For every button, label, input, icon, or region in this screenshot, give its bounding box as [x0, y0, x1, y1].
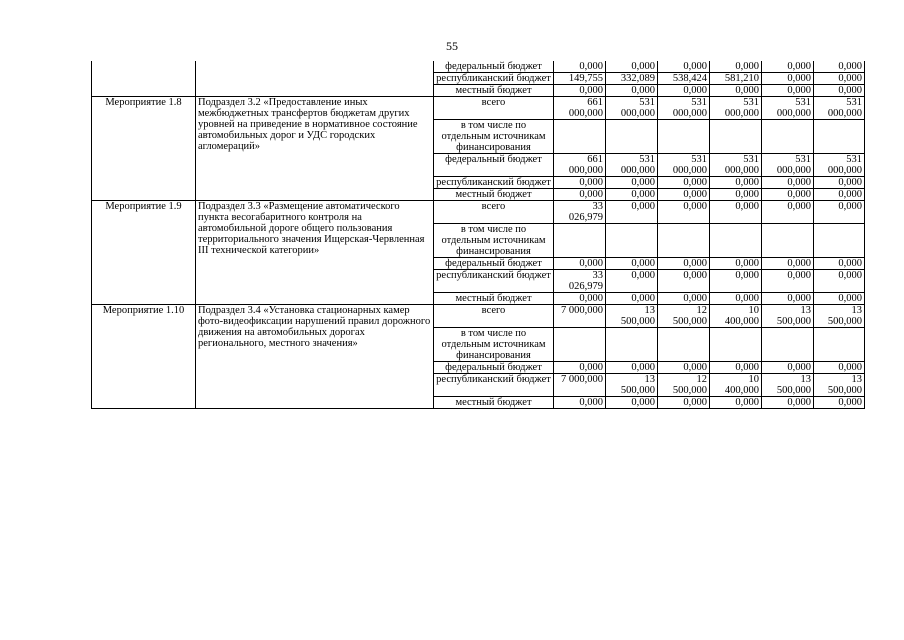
funding-source-cell: в том числе по отдельным источникам финансирования	[434, 328, 554, 362]
value-cell: 13 500,000	[606, 305, 658, 328]
funding-source-cell: федеральный бюджет	[434, 61, 554, 73]
value-cell: 531 000,000	[814, 97, 865, 120]
table-row	[92, 305, 865, 328]
funding-source-cell: всего	[434, 305, 554, 328]
value-cell	[606, 224, 658, 258]
funding-source-cell: в том числе по отдельным источникам финансирования	[434, 224, 554, 258]
value-cell: 0,000	[814, 397, 865, 409]
value-cell: 0,000	[814, 201, 865, 224]
value-cell: 581,210	[710, 73, 762, 85]
value-cell: 33 026,979	[554, 201, 606, 224]
funding-source-cell: местный бюджет	[434, 85, 554, 97]
value-cell: 0,000	[554, 189, 606, 201]
value-cell: 0,000	[814, 270, 865, 293]
value-cell: 531 000,000	[606, 97, 658, 120]
value-cell: 0,000	[814, 189, 865, 201]
value-cell: 7 000,000	[554, 374, 606, 397]
value-cell: 0,000	[658, 397, 710, 409]
event-description-cell: Подраздел 3.4 «Установка стационарных камер фото-видеофиксации нарушений правил дорожного движения на автомобильных дорогах регионального, местного значения»	[196, 305, 434, 409]
value-cell	[606, 120, 658, 154]
value-cell: 531 000,000	[762, 154, 814, 177]
value-cell: 0,000	[606, 258, 658, 270]
value-cell: 531 000,000	[762, 97, 814, 120]
value-cell: 531 000,000	[710, 97, 762, 120]
value-cell: 0,000	[814, 73, 865, 85]
value-cell: 0,000	[762, 397, 814, 409]
value-cell	[762, 328, 814, 362]
value-cell: 0,000	[554, 397, 606, 409]
table-row	[92, 61, 865, 73]
value-cell: 13 500,000	[762, 374, 814, 397]
value-cell: 0,000	[762, 270, 814, 293]
value-cell	[554, 120, 606, 154]
value-cell: 332,089	[606, 73, 658, 85]
value-cell: 0,000	[606, 270, 658, 293]
funding-source-cell: федеральный бюджет	[434, 362, 554, 374]
value-cell: 0,000	[554, 85, 606, 97]
value-cell: 0,000	[606, 85, 658, 97]
value-cell: 0,000	[762, 201, 814, 224]
value-cell: 0,000	[606, 189, 658, 201]
page-number: 55	[446, 39, 458, 53]
value-cell: 0,000	[606, 397, 658, 409]
value-cell	[710, 224, 762, 258]
value-cell: 0,000	[658, 177, 710, 189]
funding-source-cell: республиканский бюджет	[434, 73, 554, 85]
table-row	[92, 97, 865, 120]
value-cell: 0,000	[710, 189, 762, 201]
value-cell: 0,000	[658, 270, 710, 293]
value-cell: 531 000,000	[814, 154, 865, 177]
value-cell: 0,000	[658, 201, 710, 224]
funding-source-cell: федеральный бюджет	[434, 154, 554, 177]
value-cell: 0,000	[658, 293, 710, 305]
value-cell: 0,000	[814, 293, 865, 305]
value-cell: 0,000	[554, 177, 606, 189]
value-cell: 0,000	[762, 177, 814, 189]
value-cell	[814, 328, 865, 362]
value-cell: 0,000	[710, 397, 762, 409]
value-cell: 0,000	[762, 189, 814, 201]
budget-body	[92, 61, 865, 409]
value-cell: 531 000,000	[606, 154, 658, 177]
value-cell	[710, 328, 762, 362]
funding-source-cell: всего	[434, 201, 554, 224]
value-cell: 0,000	[814, 177, 865, 189]
value-cell: 0,000	[762, 293, 814, 305]
value-cell: 0,000	[710, 177, 762, 189]
value-cell: 0,000	[658, 61, 710, 73]
value-cell: 0,000	[658, 85, 710, 97]
value-cell: 0,000	[658, 258, 710, 270]
value-cell: 0,000	[710, 270, 762, 293]
value-cell: 0,000	[606, 293, 658, 305]
funding-source-cell: республиканский бюджет	[434, 270, 554, 293]
funding-source-cell: федеральный бюджет	[434, 258, 554, 270]
value-cell: 538,424	[658, 73, 710, 85]
value-cell	[606, 328, 658, 362]
value-cell: 12 500,000	[658, 305, 710, 328]
funding-source-cell: республиканский бюджет	[434, 374, 554, 397]
funding-source-cell: местный бюджет	[434, 189, 554, 201]
value-cell	[658, 328, 710, 362]
value-cell	[762, 120, 814, 154]
value-cell: 13 500,000	[606, 374, 658, 397]
value-cell	[814, 120, 865, 154]
event-name-cell: Мероприятие 1.10	[92, 305, 196, 409]
value-cell: 0,000	[710, 85, 762, 97]
value-cell: 0,000	[710, 258, 762, 270]
value-cell: 0,000	[658, 362, 710, 374]
value-cell: 13 500,000	[814, 305, 865, 328]
value-cell: 0,000	[762, 362, 814, 374]
value-cell: 0,000	[814, 362, 865, 374]
value-cell: 0,000	[710, 201, 762, 224]
value-cell: 0,000	[762, 61, 814, 73]
value-cell: 0,000	[814, 61, 865, 73]
value-cell: 0,000	[606, 201, 658, 224]
value-cell	[762, 224, 814, 258]
value-cell: 0,000	[606, 362, 658, 374]
value-cell: 33 026,979	[554, 270, 606, 293]
funding-source-cell: в том числе по отдельным источникам финансирования	[434, 120, 554, 154]
value-cell: 10 400,000	[710, 374, 762, 397]
value-cell: 0,000	[554, 258, 606, 270]
funding-source-cell: местный бюджет	[434, 293, 554, 305]
value-cell: 0,000	[710, 362, 762, 374]
value-cell: 0,000	[710, 61, 762, 73]
value-cell: 149,755	[554, 73, 606, 85]
table-row	[92, 201, 865, 224]
value-cell: 0,000	[762, 258, 814, 270]
value-cell	[814, 224, 865, 258]
value-cell: 531 000,000	[658, 97, 710, 120]
description-cell-continued	[196, 61, 434, 97]
value-cell: 0,000	[606, 61, 658, 73]
value-cell: 10 400,000	[710, 305, 762, 328]
event-description-cell: Подраздел 3.3 «Размещение автоматического пункта весогабаритного контроля на автомобильной дороге общего пользования территориального значения Ищерская-Червленная III технической категории»	[196, 201, 434, 305]
value-cell: 0,000	[814, 258, 865, 270]
value-cell: 13 500,000	[814, 374, 865, 397]
value-cell: 0,000	[762, 85, 814, 97]
funding-source-cell: местный бюджет	[434, 397, 554, 409]
funding-source-cell: всего	[434, 97, 554, 120]
value-cell: 661 000,000	[554, 97, 606, 120]
funding-source-cell: республиканский бюджет	[434, 177, 554, 189]
event-name-cell: Мероприятие 1.8	[92, 97, 196, 201]
value-cell: 7 000,000	[554, 305, 606, 328]
value-cell	[554, 224, 606, 258]
value-cell: 0,000	[658, 189, 710, 201]
value-cell	[710, 120, 762, 154]
event-cell-continued	[92, 61, 196, 97]
event-name-cell: Мероприятие 1.9	[92, 201, 196, 305]
value-cell: 531 000,000	[710, 154, 762, 177]
budget-table	[91, 61, 865, 409]
value-cell: 0,000	[554, 61, 606, 73]
value-cell: 12 500,000	[658, 374, 710, 397]
value-cell: 0,000	[554, 362, 606, 374]
value-cell: 0,000	[606, 177, 658, 189]
value-cell: 0,000	[814, 85, 865, 97]
value-cell: 13 500,000	[762, 305, 814, 328]
value-cell: 0,000	[554, 293, 606, 305]
value-cell	[658, 224, 710, 258]
value-cell	[658, 120, 710, 154]
value-cell: 661 000,000	[554, 154, 606, 177]
event-description-cell: Подраздел 3.2 «Предоставление иных межбюджетных трансфертов бюджетам других уровней на приведение в нормативное состояние автомобильных дорог и УДС городских агломераций»	[196, 97, 434, 201]
value-cell: 0,000	[762, 73, 814, 85]
value-cell: 0,000	[710, 293, 762, 305]
value-cell: 531 000,000	[658, 154, 710, 177]
value-cell	[554, 328, 606, 362]
